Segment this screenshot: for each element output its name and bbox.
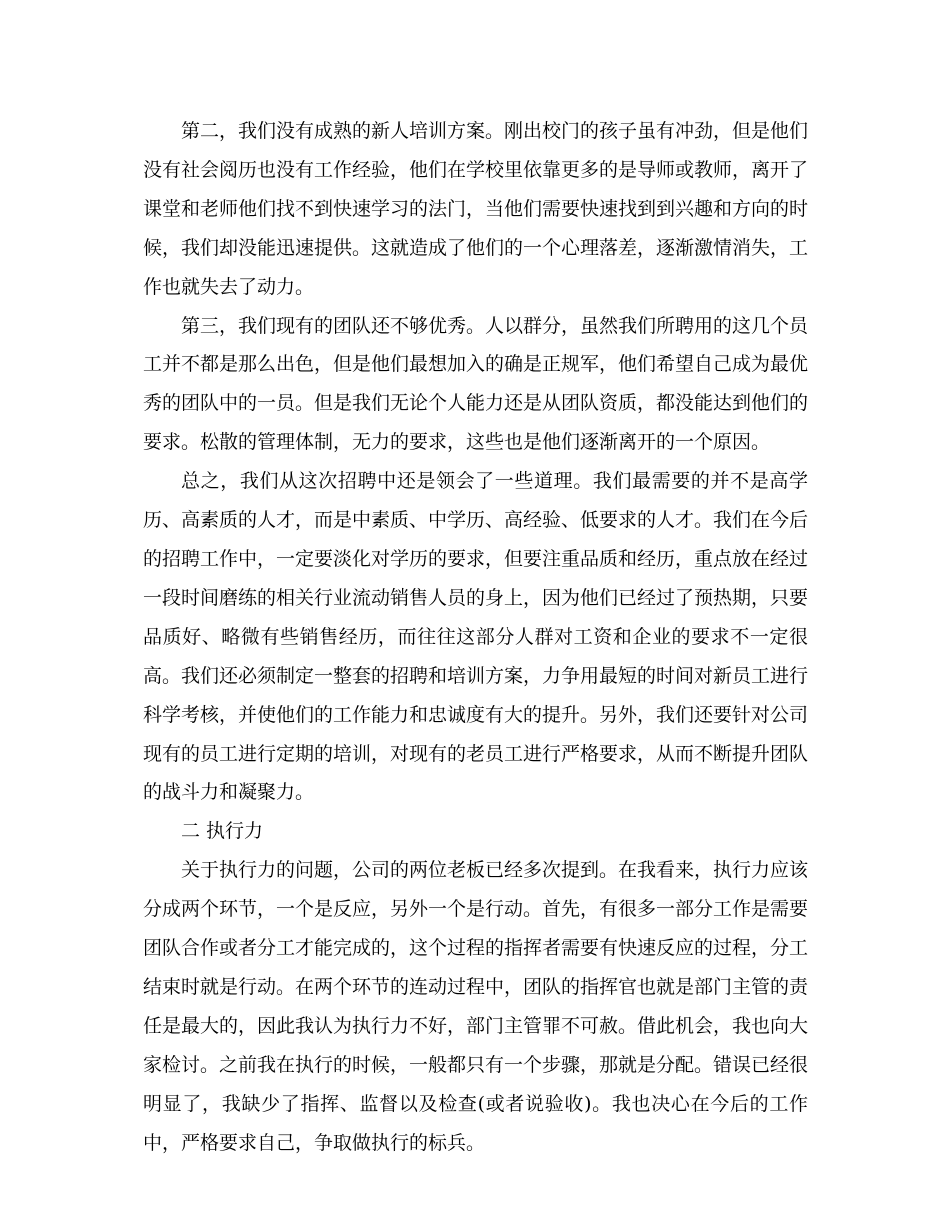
document-page xyxy=(143,112,808,1162)
paragraph-execution: 关于执行力的问题，公司的两位老板已经多次提到。在我看来，执行力应该分成两个环节，一个是反应，另外一个是行动。首先，有很多一部分工作是需要团队合作或者分工才能完成的，这个过程的指挥者需要有快速反应的过程，分工结束时就是行动。在两个环节的连动过程中，团队的指挥官也就是部门主管的责任是最大的，因此我认为执行力不好，部门主管罪不可赦。借此机会，我也向大家检讨。之前我在执行的时候，一般都只有一个步骤，那就是分配。错误已经很明显了，我缺少了指挥、监督以及检查(或者说验收)。我也决心在今后的工作中，严格要求自己，争取做执行的标兵。 xyxy=(143,859,809,1154)
paragraph-third-point: 第三，我们现有的团队还不够优秀。人以群分，虽然我们所聘用的这几个员工并不都是那么出色，但是他们最想加入的确是正规军，他们希望自己成为最优秀的团队中的一员。但是我们无论个人能力还是从团队资质，都没能达到他们的要求。松散的管理体制，无力的要求，这些也是他们逐渐离开的一个原因。 xyxy=(143,314,809,454)
paragraph-second-point: 第二，我们没有成熟的新人培训方案。刚出校门的孩子虽有冲劲，但是他们没有社会阅历也没有工作经验，他们在学校里依靠更多的是导师或教师，离开了课堂和老师他们找不到快速学习的法门，当他们需要快速找到到兴趣和方向的时候，我们却没能迅速提供。这就造成了他们的一个心理落差，逐渐激情消失，工作也就失去了动力。 xyxy=(143,120,809,298)
section-heading-execution: 二 执行力 xyxy=(181,820,264,843)
paragraph-summary: 总之，我们从这次招聘中还是领会了一些道理。我们最需要的并不是高学历、高素质的人才，而是中素质、中学历、高经验、低要求的人才。我们在今后的招聘工作中，一定要淡化对学历的要求，但要注重品质和经历，重点放在经过一段时间磨练的相关行业流动销售人员的身上，因为他们已经过了预热期，只要品质好、略微有些销售经历，而往往这部分人群对工资和企业的要求不一定很高。我们还必须制定一整套的招聘和培训方案，力争用最短的时间对新员工进行科学考核，并使他们的工作能力和忠诚度有大的提升。另外，我们还要针对公司现有的员工进行定期的培训，对现有的老员工进行严格要求，从而不断提升团队的战斗力和凝聚力。 xyxy=(143,470,809,804)
